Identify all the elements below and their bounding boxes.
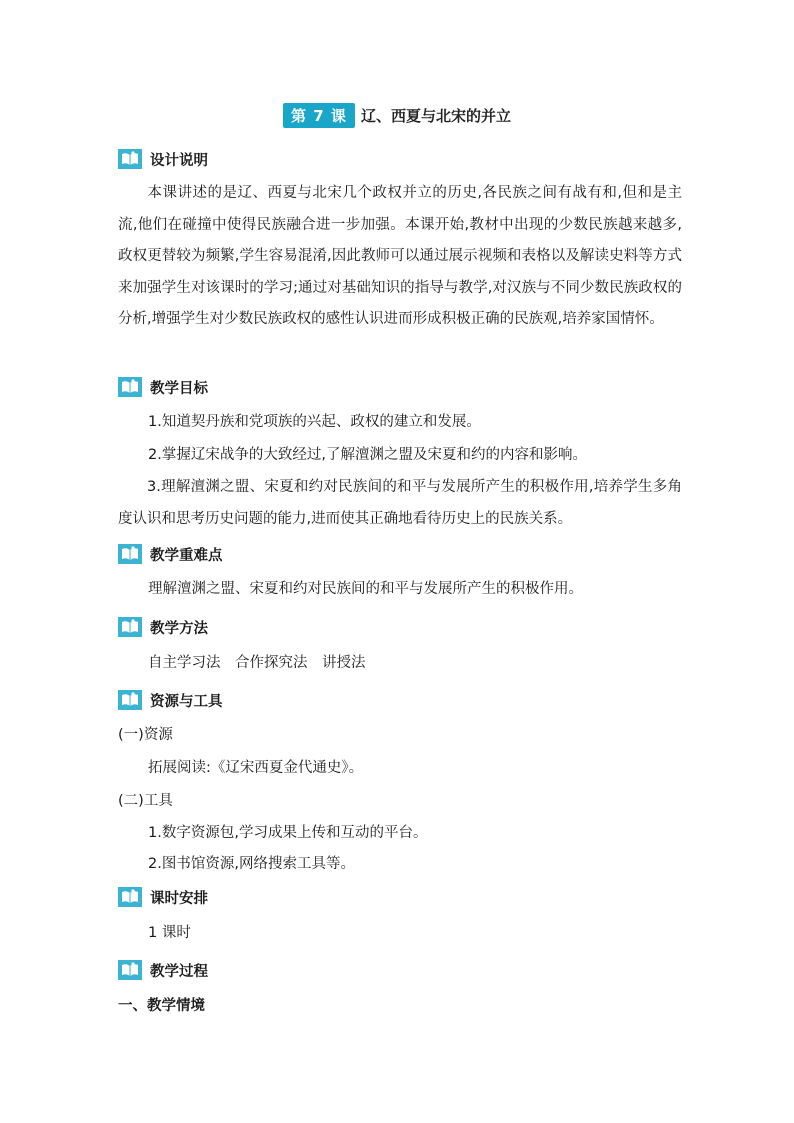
resources-item: 拓展阅读:《辽宋西夏金代通史》。 — [148, 760, 364, 776]
section-label: 资源与工具 — [150, 693, 223, 710]
schedule-text: 1 课时 — [148, 925, 191, 941]
section-resources-heading — [118, 689, 223, 711]
lesson-badge: 第 7 课 — [283, 103, 355, 128]
section-goals-heading — [118, 376, 208, 398]
design-paragraph — [118, 178, 682, 336]
tools-item: 2.图书馆资源,网络搜索工具等。 — [148, 856, 355, 872]
book-icon — [118, 617, 142, 637]
goal-item — [118, 472, 682, 535]
section-label: 设计说明 — [150, 152, 208, 169]
book-icon — [118, 377, 142, 397]
goal-item: 2.掌握辽宋战争的大致经过,了解澶渊之盟及宋夏和约的内容和影响。 — [148, 447, 587, 463]
keypoints-text: 理解澶渊之盟、宋夏和约对民族间的和平与发展所产生的积极作用。 — [148, 581, 583, 597]
book-icon — [118, 887, 142, 907]
section-label: 教学重难点 — [150, 547, 223, 564]
section-schedule-heading — [118, 886, 208, 908]
book-icon — [118, 544, 142, 564]
section-label: 教学方法 — [150, 620, 208, 637]
tools-subheading: (二)工具 — [118, 793, 173, 809]
section-label: 课时安排 — [150, 890, 208, 907]
tools-item: 1.数字资源包,学习成果上传和互动的平台。 — [148, 825, 428, 841]
section-methods-heading — [118, 616, 208, 638]
lesson-title: 辽、西夏与北宋的并立 — [360, 107, 511, 125]
goal-item-text: 3.理解澶渊之盟、宋夏和约对民族间的和平与发展所产生的积极作用,培养学生多角度认识和思考历史问题的能力,进而使其正确地看待历史上的民族关系。 — [118, 479, 682, 527]
section-label: 教学过程 — [150, 963, 208, 980]
book-icon — [118, 149, 142, 169]
resources-subheading: (一)资源 — [118, 727, 173, 743]
section-design-heading — [118, 148, 208, 170]
goal-item: 1.知道契丹族和党项族的兴起、政权的建立和发展。 — [148, 414, 481, 430]
section-process-heading — [118, 959, 208, 981]
design-text: 本课讲述的是辽、西夏与北宋几个政权并立的历史,各民族之间有战有和,但和是主流,他们在碰撞中使得民族融合进一步加强。本课开始,教材中出现的少数民族越来越多,政权更替较为频繁,学生容易混淆,因此教师可以通过展示视频和表格以及解读史料等方式来加强学生对该课时的学习;通过对基础知识的指导与教学,对汉族与不同少数民族政权的分析,增强学生对少数民族政权的感性认识进而形成积极正确的民族观,培养家国情怀。 — [118, 185, 682, 327]
methods-text: 自主学习法 合作探究法 讲授法 — [148, 655, 366, 671]
section-keypoints-heading — [118, 543, 223, 565]
section-label: 教学目标 — [150, 380, 208, 397]
book-icon — [118, 690, 142, 710]
book-icon — [118, 960, 142, 980]
process-subheading: 一、教学情境 — [118, 998, 205, 1014]
lesson-title-row — [0, 103, 794, 128]
